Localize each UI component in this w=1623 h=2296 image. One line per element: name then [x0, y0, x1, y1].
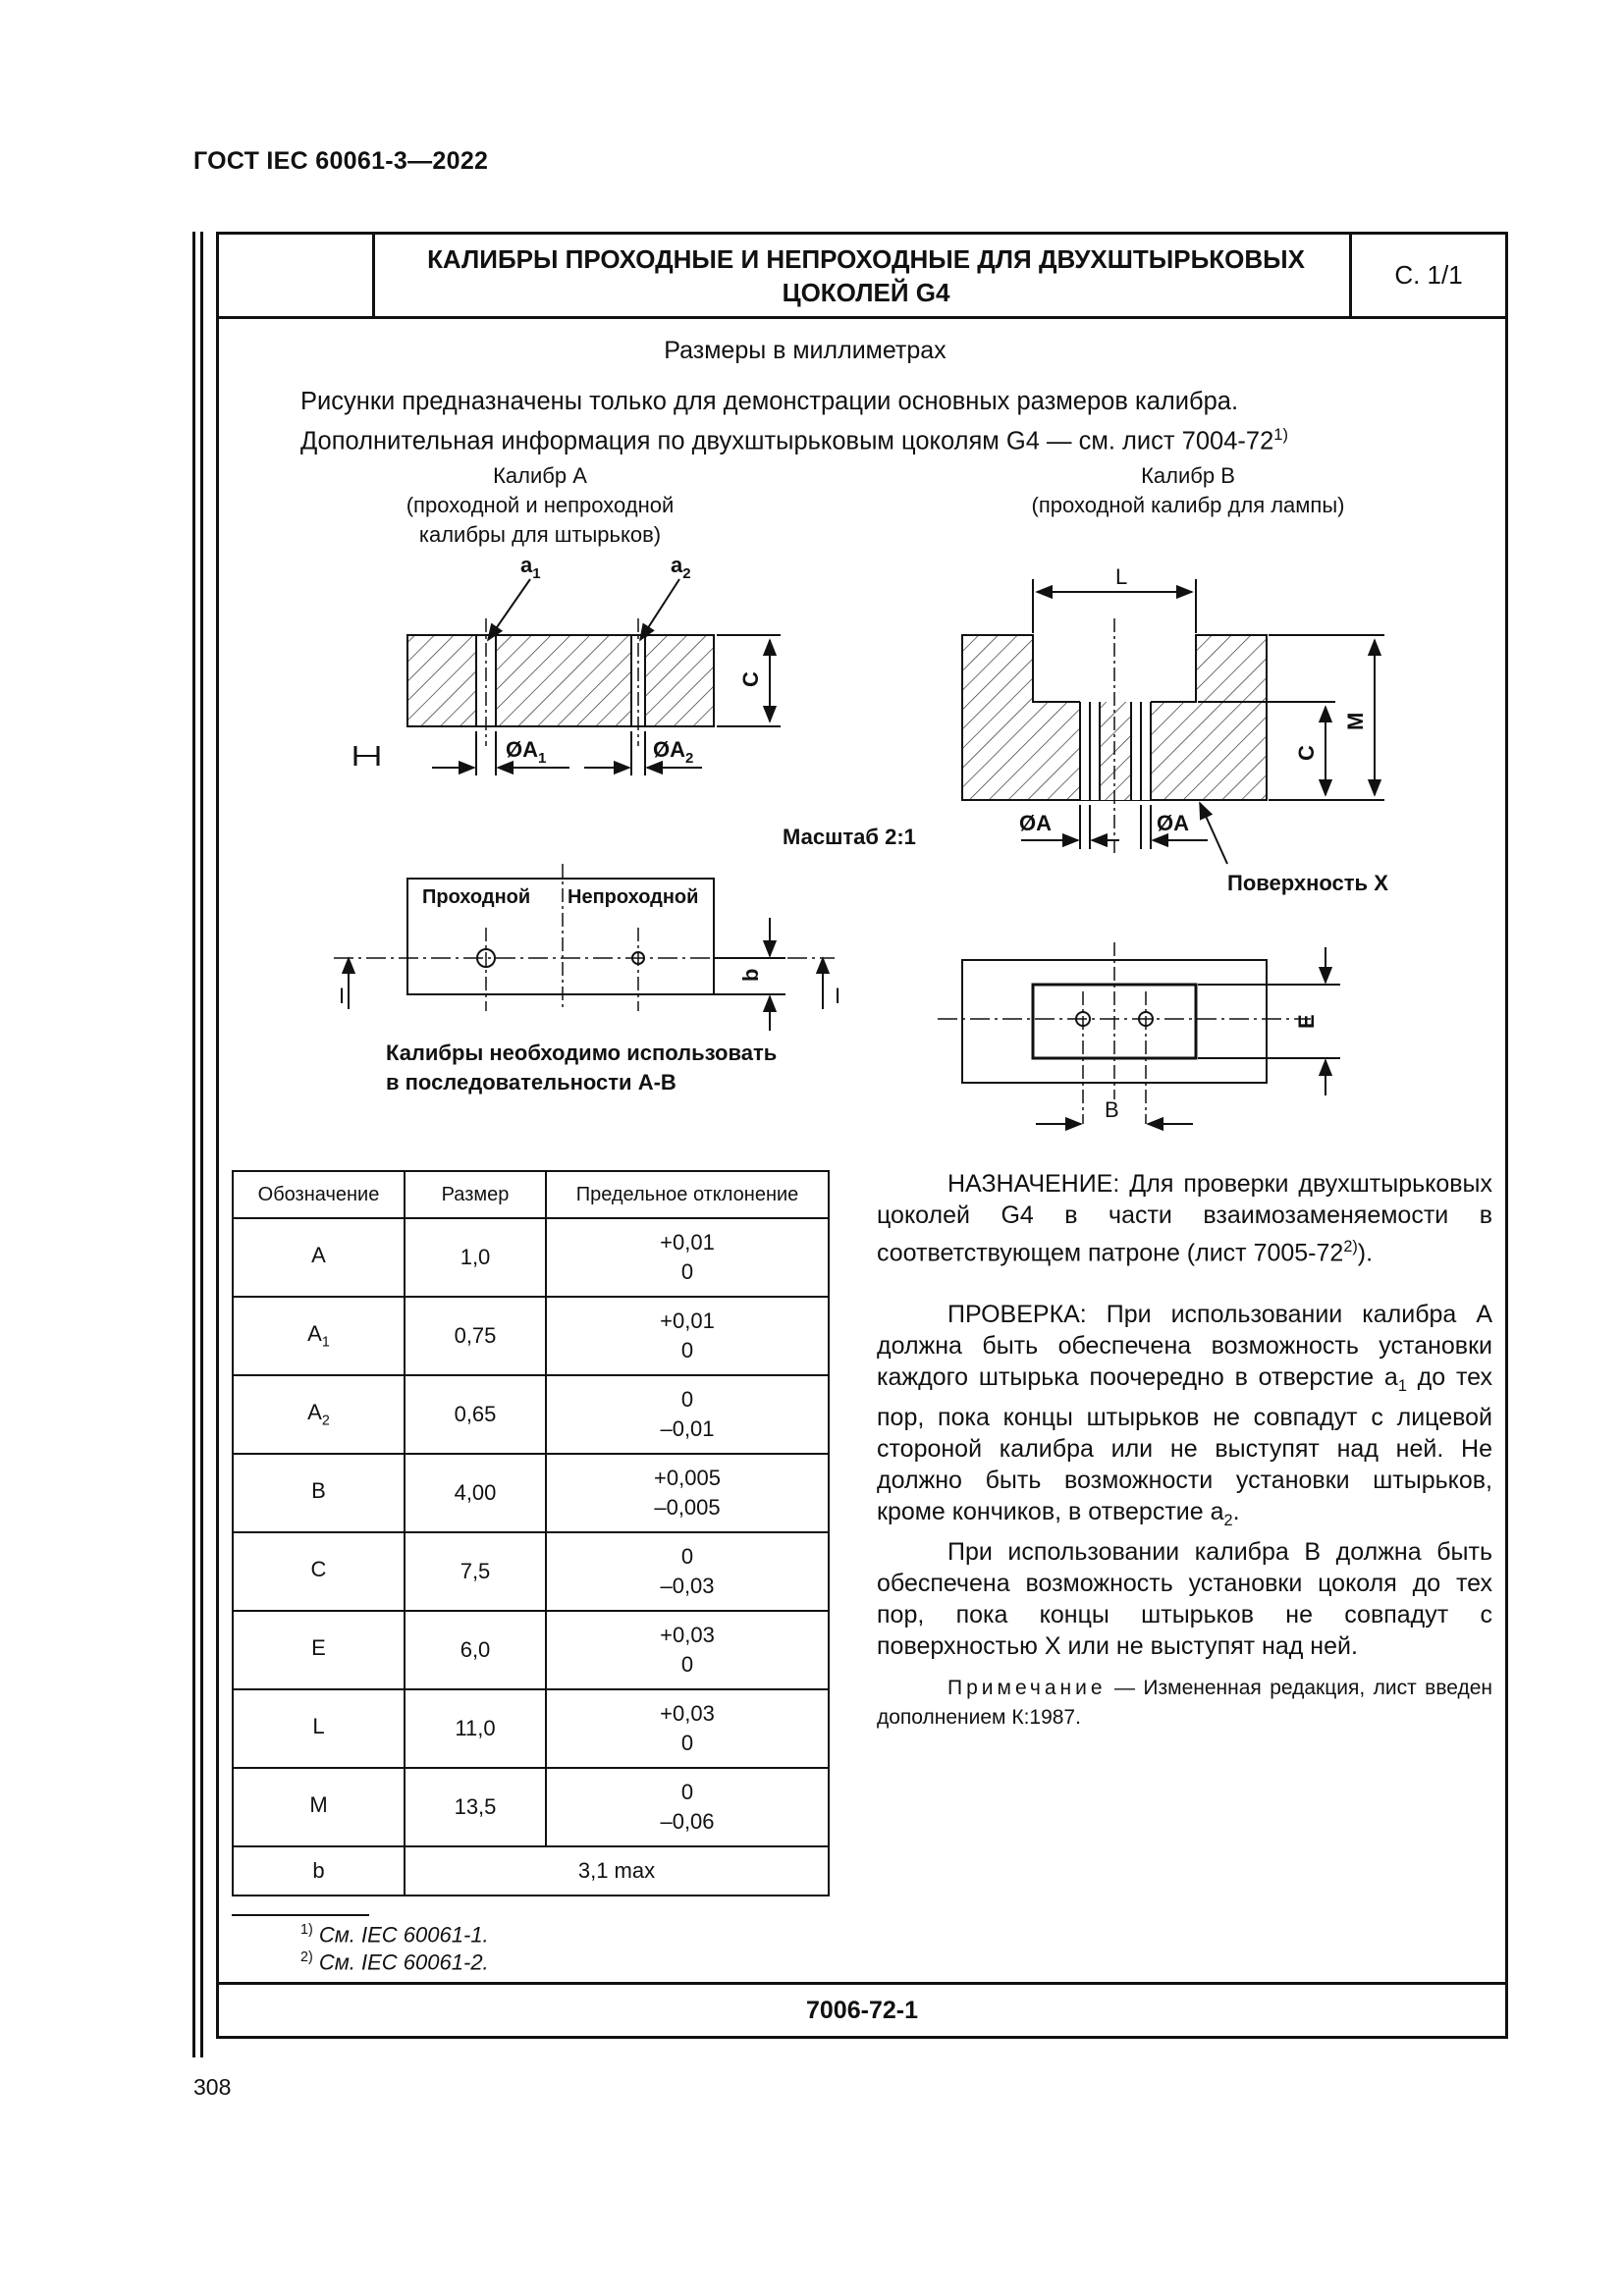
- gauge-a-sub1: (проходной и непроходной: [406, 493, 675, 517]
- label-b-small: b: [738, 968, 763, 982]
- usage-line2: в последовательности А-В: [386, 1070, 676, 1095]
- gauge-a-sub2: калибры для штырьков): [418, 522, 662, 547]
- sheet-title-line2: ЦОКОЛЕЙ G4: [782, 277, 950, 307]
- gauge-b-sub1: (проходной калибр для лампы): [1031, 493, 1345, 517]
- col-header-symbol: Обозначение: [233, 1171, 405, 1218]
- col-header-tolerance: Предельное отклонение: [546, 1171, 829, 1218]
- purpose-text: НАЗНАЧЕНИЕ: Для проверки двухштырьковых цоколей G4 в части взаимозаменяемости в соответствующем патроне (лист 7005-72: [877, 1170, 1492, 1267]
- label-c-gauge-b: C: [1294, 745, 1319, 761]
- check-paragraph: ПРОВЕРКА: При использовании калибра А должна быть обеспечена возможность установки каждого штырька поочередно в отверстие $a_1$ до тех пор, пока концы штырьков не совпадут с лицевой стороной калибра или не выступят над ней. Не должно быть возможности установки штырьков, кроме кончиков, в отверстие $a_2$. При использовании калибра В должна быть обеспечена возможность установки цоколя до тех пор, пока концы штырьков не совпадут с поверхностью X или не выступят над ней.: [877, 1301, 1492, 1660]
- table-row: [233, 1454, 829, 1532]
- cell-symbol: L: [233, 1689, 405, 1768]
- cell-symbol: $A_2$: [233, 1375, 405, 1454]
- intro-line2: Дополнительная информация по двухштырьковым цоколям G4 — см. лист 7004-72: [300, 427, 1274, 455]
- cell-tolerance: 0 –0,06: [546, 1768, 829, 1846]
- cell-symbol: M: [233, 1768, 405, 1846]
- cell-symbol: B: [233, 1454, 405, 1532]
- cell-tolerance: +0,03 0: [546, 1611, 829, 1689]
- table-row: [233, 1532, 829, 1611]
- note: [877, 1674, 1492, 1733]
- cell-symbol: $A_1$: [233, 1297, 405, 1375]
- cell-size: 11,0: [405, 1689, 546, 1768]
- cell-tolerance: +0,03 0: [546, 1689, 829, 1768]
- cell-size: 1,0: [405, 1218, 546, 1297]
- cell-tolerance: +0,005 –0,005: [546, 1454, 829, 1532]
- label-a2: $a_2$: [671, 553, 691, 582]
- cell-symbol: E: [233, 1611, 405, 1689]
- footnote-rule: [232, 1914, 369, 1916]
- table-row: [233, 1689, 829, 1768]
- cell-size: 13,5: [405, 1768, 546, 1846]
- footnote-ref-2: 2): [1343, 1238, 1358, 1255]
- col-header-size: Размер: [405, 1171, 546, 1218]
- cell-size: 0,75: [405, 1297, 546, 1375]
- cell-tolerance: 0 –0,01: [546, 1375, 829, 1454]
- label-dA2: $ØA_2$: [653, 737, 694, 767]
- cell-symbol: C: [233, 1532, 405, 1611]
- go-label: Проходной: [422, 886, 531, 908]
- label-dA-left: ØA: [1019, 811, 1052, 835]
- cell-tolerance: +0,01 0: [546, 1218, 829, 1297]
- footnote-2: $^{2)}$ См. IEC 60061-2.: [300, 1949, 489, 1975]
- note-label: Примечание: [947, 1677, 1107, 1699]
- cell-symbol: A: [233, 1218, 405, 1297]
- gauge-a-title: Калибр А: [493, 463, 587, 488]
- cell-size: 4,00: [405, 1454, 546, 1532]
- cell-size: 7,5: [405, 1532, 546, 1611]
- sheet-page-label: С. 1/1: [1349, 235, 1505, 316]
- label-e: E: [1294, 1014, 1319, 1029]
- label-a1: $a_1$: [520, 553, 541, 582]
- usage-line1: Калибры необходимо использовать: [386, 1041, 778, 1065]
- table-row: [233, 1375, 829, 1454]
- page-number: 308: [193, 2074, 232, 2100]
- sheet-title-line1: КАЛИБРЫ ПРОХОДНЫЕ И НЕПРОХОДНЫЕ ДЛЯ ДВУХШТЫРЬКОВЫХ: [427, 243, 1305, 274]
- table-header-row: [233, 1171, 829, 1218]
- units-note: Размеры в миллиметрах: [664, 337, 947, 364]
- footnote-ref-1: 1): [1273, 425, 1288, 444]
- table-row: [233, 1218, 829, 1297]
- cell-symbol: b: [233, 1846, 405, 1896]
- table-row: [233, 1846, 829, 1896]
- footnote-1: $^{1)}$ См. IEC 60061-1.: [300, 1922, 489, 1948]
- table-row: [233, 1611, 829, 1689]
- table-row: [233, 1297, 829, 1375]
- table-row: [233, 1768, 829, 1846]
- note-text: — Измененная редакция, лист введен дополнением К:1987.: [877, 1677, 1492, 1729]
- purpose-paragraph: НАЗНАЧЕНИЕ: Для проверки двухштырьковых цоколей G4 в части взаимозаменяемости в соответствующем патроне (лист 7005-72$^{2)}$).: [877, 1170, 1492, 1267]
- document-header: ГОСТ IEC 60061-3—2022: [193, 147, 489, 175]
- label-b-big: B: [1105, 1097, 1119, 1122]
- cell-size: 6,0: [405, 1611, 546, 1689]
- nogo-label: Непроходной: [568, 886, 699, 908]
- label-dA1: $ØA_1$: [506, 737, 547, 767]
- check-paragraph-2: При использовании калибра В должна быть обеспечена возможность установки цоколя до тех пор, пока концы штырьков не совпадут с поверхностью X или не выступят над ней.: [877, 1538, 1492, 1660]
- sheet-number: 7006-72-1: [219, 1982, 1505, 2036]
- cell-tolerance: 0 –0,03: [546, 1532, 829, 1611]
- label-c-gauge-a: C: [738, 671, 763, 687]
- dimensions-table: [232, 1170, 830, 1896]
- cell-size: 0,65: [405, 1375, 546, 1454]
- section-mark-right: I: [835, 984, 841, 1008]
- gauge-b-title: Калибр В: [1141, 463, 1235, 488]
- surface-x-label: Поверхность X: [1227, 871, 1388, 895]
- intro-line1: Рисунки предназначены только для демонстрации основных размеров калибра.: [300, 388, 1239, 415]
- section-mark-left: I: [339, 984, 346, 1008]
- label-dA-right: ØA: [1157, 811, 1189, 835]
- cell-value: 3,1 max: [405, 1846, 829, 1896]
- label-m: M: [1343, 712, 1368, 730]
- cell-tolerance: +0,01 0: [546, 1297, 829, 1375]
- label-l: L: [1115, 564, 1128, 589]
- scale-label: Масштаб 2:1: [783, 825, 916, 849]
